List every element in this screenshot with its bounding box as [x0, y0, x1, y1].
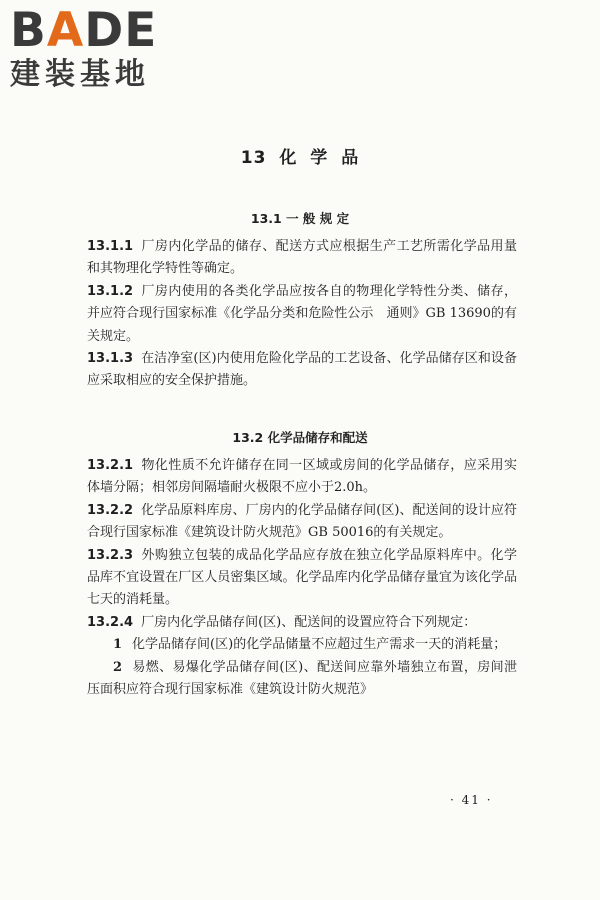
clause-13-1-1 — [87, 236, 517, 281]
list-item-1 — [87, 634, 517, 656]
logo-subtitle: 建装基地 — [10, 57, 150, 92]
clause-number: 13.2.1 — [87, 458, 134, 473]
section-heading-13-2: 13.2 化学品储存和配送 — [232, 430, 368, 445]
clause-text: 物化性质不允许储存在同一区域或房间的化学品储存，应采用实体墙分隔；相邻房间隔墙耐火极限不应小于2.0h。 — [87, 458, 517, 496]
clause-13-2-2 — [87, 500, 517, 545]
clause-text: 在洁净室(区)内使用危险化学品的工艺设备、化学品储存区和设备应采取相应的安全保护措施。 — [87, 351, 517, 389]
logo-mark — [10, 3, 175, 58]
clause-number: 13.1.3 — [87, 351, 134, 367]
clause-number: 13.1.1 — [87, 239, 134, 254]
chapter-title: 13 化 学 品 — [240, 148, 360, 168]
clause-number: 13.2.2 — [87, 502, 134, 518]
clause-text: 化学品原料库房、厂房内的化学品储存间(区)、配送间的设计应符合现行国家标准《建筑设计防火规范》GB 50016的有关规定。 — [87, 502, 517, 541]
page-number: · 41 · — [450, 793, 493, 807]
logo-accent-letter: A — [46, 3, 85, 58]
clause-number: 13.2.4 — [87, 614, 134, 630]
section-13-1-body — [87, 236, 517, 393]
clause-13-1-2 — [87, 281, 517, 348]
clause-13-2-4 — [87, 612, 517, 634]
clause-13-1-3 — [87, 348, 517, 393]
item-number: 2 — [113, 659, 123, 675]
logo-letters: DE — [84, 3, 158, 58]
clause-13-2-3 — [87, 545, 517, 612]
list-item-2 — [87, 657, 517, 702]
clause-13-2-1 — [87, 455, 517, 500]
clause-number: 13.1.2 — [87, 283, 134, 299]
logo-letter: B — [10, 3, 47, 58]
section-13-2-body — [87, 455, 517, 701]
bade-logo — [10, 3, 175, 92]
clause-text: 厂房内化学品的储存、配送方式应根据生产工艺所需化学品用量和其物理化学特性等确定。 — [87, 239, 517, 277]
item-text: 化学品储存间(区)的化学品储量不应超过生产需求一天的消耗量； — [132, 637, 507, 653]
item-text: 易燃、易爆化学品储存间(区)、配送间应靠外墙独立布置，房间泄压面积应符合现行国家标准《建筑设计防火规范》 — [87, 659, 517, 698]
section-heading-13-1: 13.1 一 般 规 定 — [250, 211, 350, 226]
clause-text: 厂房内使用的各类化学品应按各自的物理化学特性分类、储存，并应符合现行国家标准《化学品分类和危险性公示 通则》GB 13690的有关规定。 — [87, 283, 517, 344]
clause-text: 外购独立包装的成品化学品应存放在独立化学品原料库中。化学品库不宜设置在厂区人员密集区域。化学品库内化学品储存量宜为该化学品七天的消耗量。 — [87, 547, 517, 608]
clause-number: 13.2.3 — [87, 547, 134, 563]
clause-text: 厂房内化学品储存间(区)、配送间的设置应符合下列规定： — [141, 614, 477, 630]
item-number: 1 — [113, 637, 123, 653]
